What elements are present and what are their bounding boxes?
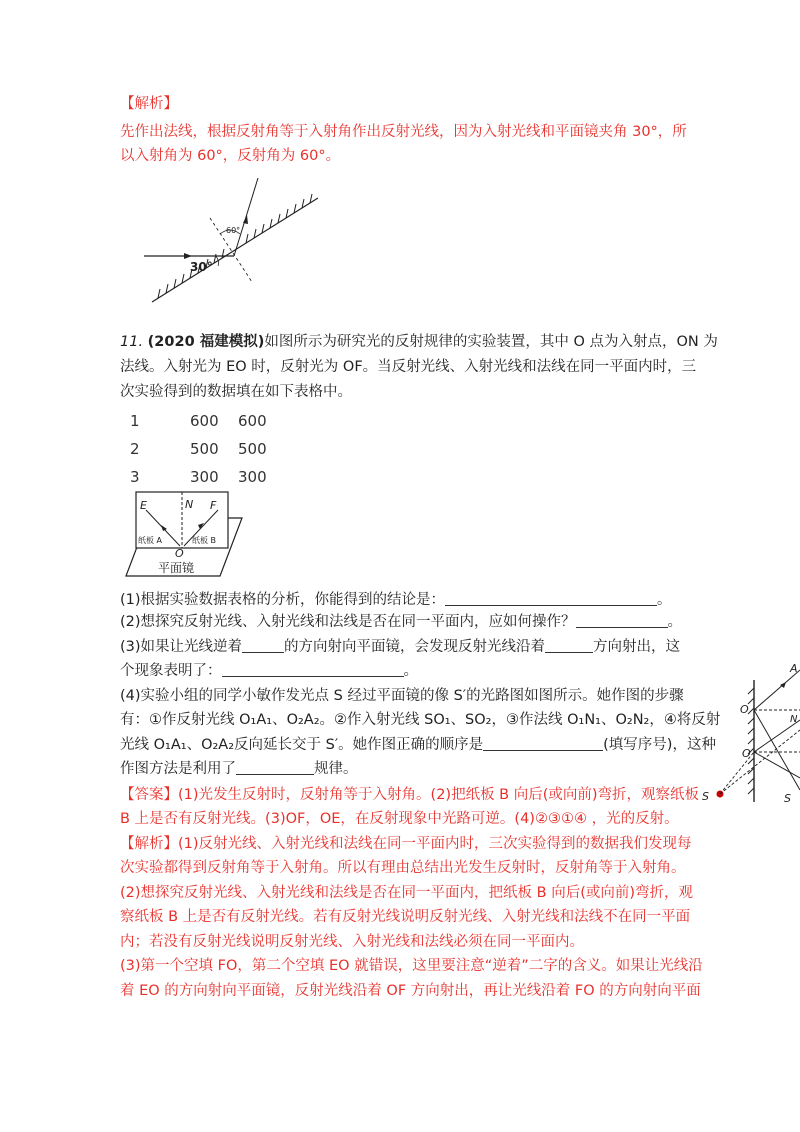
table-cell: 300 [190,468,219,486]
subquestion-3-text-a: (3)如果让光线逆着 [120,639,243,655]
subquestion-2-text: (2)想探究反射光线、入射光线和法线是否在同一平面内，应如何操作？ [120,614,576,630]
analysis-text-line-2: 以入射角为 60°，反射角为 60°。 [120,148,341,164]
label-board-b: 纸板 B [192,536,217,545]
answer-blank-2[interactable] [576,613,668,628]
label-S-image: S [784,792,791,805]
answer-blank-4b[interactable] [236,760,314,775]
label-F: F [210,499,217,512]
subquestion-2-end: 。 [667,614,683,630]
angle-label-30: 30° [190,260,213,274]
answer-blank-3a[interactable] [242,638,284,653]
label-O1: O [740,703,749,716]
question-source: (2020 福建模拟) [147,334,265,350]
subquestion-4-text-d: (填写序号)，这种 [603,737,716,753]
analysis-line-5: 内；若没有反射光线说明反射光线、入射光线和法线必须在同一平面内。 [120,934,584,950]
table-cell: 600 [190,412,219,430]
table-cell: 2 [130,440,140,458]
table-cell: 1 [130,412,140,430]
label-E: E [140,499,147,512]
analysis-line-4: 察纸板 B 上是否有反射光线。若有反射光线说明反射光线、入射光线和法线不在同一平面 [120,909,691,925]
image-construction-figure [696,660,800,805]
question-number: 11. [120,334,144,350]
subquestion-3-text-b: 的方向射向平面镜，会发现反射光线沿着 [284,639,546,655]
analysis-line-7: 着 EO 的方向射向平面镜，反射光线沿着 OF 方向射出，再让光线沿着 FO 的方向射向平面 [120,983,701,999]
reflection-figure [140,178,320,308]
table-cell: 300 [238,468,267,486]
analysis-line-3: (2)想探究反射光线、入射光线和法线是否在同一平面内，把纸板 B 向后(或向前)弯折，观 [120,885,694,901]
analysis-line-6: (3)第一个空填 FO，第二个空填 EO 就错误，这里要注意“逆着”二字的含义。如果让光线沿 [120,958,703,974]
answer-line-1: 【答案】(1)光发生反射时，反射角等于入射角。(2)把纸板 B 向后(或向前)弯折，观察纸板 [120,787,700,803]
analysis-line-2: 次实验都得到反射角等于入射角。所以有理由总结出光发生反射时，反射角等于入射角。 [120,860,686,876]
answer-line-2: B 上是否有反射光线。(3)OF，OE，在反射现象中光路可逆。(4)②③①④ ，光的反射。 [120,811,679,827]
answer-blank-3c[interactable] [222,662,404,677]
analysis-line-1: 【解析】(1)反射光线、入射光线和法线在同一平面内时，三次实验得到的数据我们发现每 [120,836,692,852]
table-cell: 500 [238,440,267,458]
subquestion-4-text-f: 规律。 [314,761,358,777]
apparatus-figure [118,490,248,580]
question-11-line-2: 法线。入射光为 EO 时，反射光为 OF。当反射光线、入射光线和法线在同一平面内时，三 [120,359,697,375]
angle-label-60: 60° [226,226,241,235]
label-O: O [175,547,184,560]
label-board-a: 纸板 A [138,536,163,545]
subquestion-4-text-c: 光线 O₁A₁、O₂A₂反向延长交于 S′。她作图正确的顺序是 [120,737,484,753]
subquestion-1-end: 。 [657,592,672,608]
subquestion-4-line-4 [120,760,358,778]
subquestion-4-line-2: 有：①作反射光线 O₁A₁、O₂A₂。②作入射光线 SO₁、SO₂，③作法线 O₁N₁、O₂N₂，④将反射 [120,712,721,728]
subquestion-3-end: 。 [403,663,418,679]
table-cell: 600 [238,412,267,430]
label-N: N [185,498,194,511]
label-A: A [790,662,798,675]
analysis-heading-1: 【解析】 [120,96,178,112]
answer-blank-1[interactable] [445,591,657,606]
subquestion-3-cont [120,662,418,680]
subquestion-4-text-e: 作图方法是利用了 [120,761,236,777]
label-S: S [702,790,709,803]
answer-blank-4a[interactable] [483,736,603,751]
subquestion-4-line-3 [120,736,716,754]
table-cell: 500 [190,440,219,458]
label-mirror: 平面镜 [158,561,195,575]
subquestion-3-text-d: 个现象表明了： [120,663,222,679]
table-cell: 3 [130,468,140,486]
subquestion-3 [120,638,680,656]
answer-blank-3b[interactable] [545,638,593,653]
label-O2: O [742,747,751,760]
subquestion-4-line-1: (4)实验小组的同学小敏作发光点 S 经过平面镜的像 S′的光路图如图所示。她作图的步骤 [120,688,684,704]
subquestion-1-text: (1)根据实验数据表格的分析，你能得到的结论是： [120,592,446,608]
analysis-text-line-1: 先作出法线，根据反射角等于入射角作出反射光线，因为入射光线和平面镜夹角 30°，所 [120,124,687,140]
question-11-line-3: 次实验得到的数据填在如下表格中。 [120,384,352,400]
question-text: 如图所示为研究光的反射规律的实验装置，其中 O 点为入射点，ON 为 [264,334,718,350]
question-11-line-1 [120,333,718,351]
subquestion-3-text-c: 方向射出，这 [593,639,681,655]
subquestion-1 [120,591,672,609]
label-N: N [790,714,798,725]
subquestion-2 [120,613,682,631]
